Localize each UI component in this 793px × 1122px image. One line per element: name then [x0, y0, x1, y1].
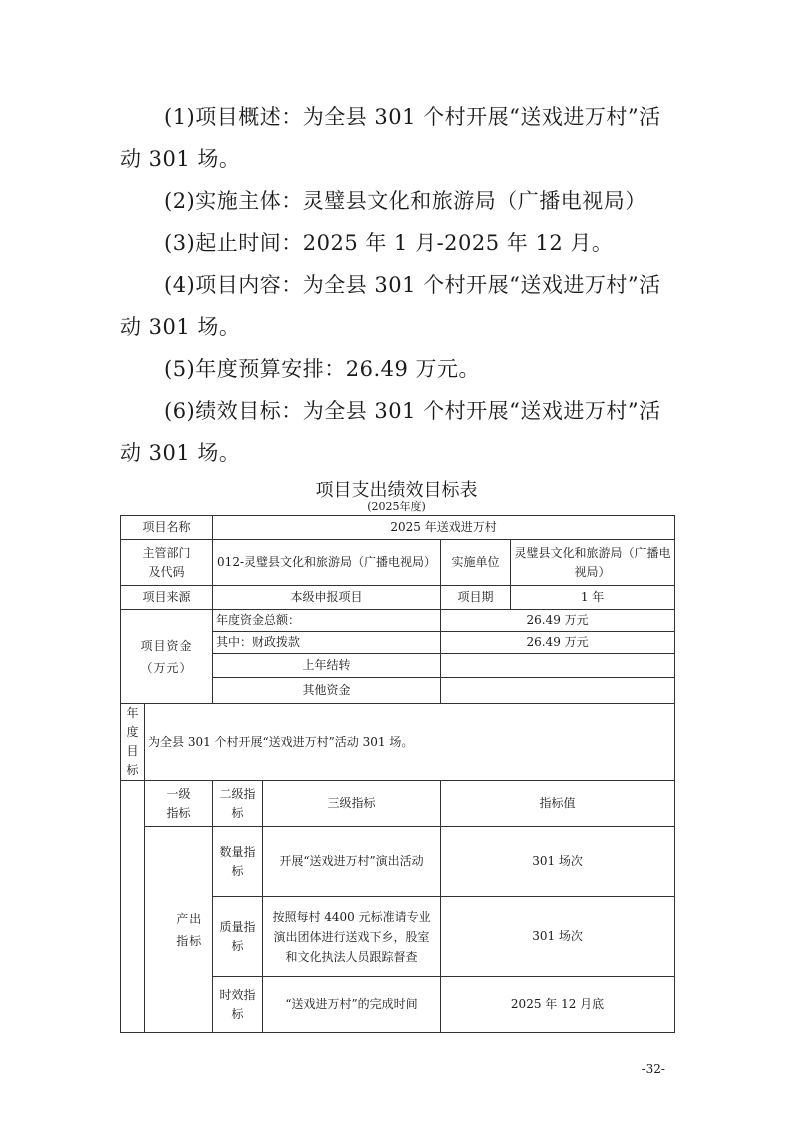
- table-row: [121, 610, 675, 632]
- paragraph-goal: (6)绩效目标：为全县 301 个村开展“送戏进万村”活动 301 场。: [120, 399, 661, 465]
- period-value: 1 年: [511, 586, 675, 610]
- table-row: [121, 586, 675, 610]
- funds-carryover-value: [441, 654, 675, 678]
- table-row: [121, 704, 675, 781]
- impl-value: 灵璧县文化和旅游局（广播电视局）: [511, 540, 675, 586]
- dept-value: 012-灵璧县文化和旅游局（广播电视局）: [213, 540, 441, 586]
- funds-label: 项目资金（万元）: [121, 610, 213, 704]
- indicator-value: 2025 年 12 月底: [441, 977, 675, 1033]
- source-value: 本级申报项目: [213, 586, 441, 610]
- funds-total-label: 年度资金总额：: [213, 610, 441, 632]
- table-row: [121, 516, 675, 540]
- funds-carryover-label: 上年结转: [213, 654, 441, 678]
- table-row: [121, 827, 675, 897]
- table-row: [121, 540, 675, 586]
- page-number: -32-: [641, 1062, 665, 1076]
- paragraph-period: (3)起止时间：2025 年 1 月-2025 年 12 月。: [164, 231, 614, 255]
- annual-goal-value: 为全县 301 个村开展“送戏进万村”活动 301 场。: [145, 704, 675, 781]
- table-row: [121, 781, 675, 827]
- indicator-level3: 按照每村 4400 元标准请专业演出团体进行送戏下乡，股室和文化执法人员跟踪督查: [263, 897, 441, 977]
- header-level2: 二级指标: [213, 781, 263, 827]
- paragraph-budget: (5)年度预算安排：26.49 万元。: [164, 357, 481, 381]
- period-label: 项目期: [441, 586, 511, 610]
- indicator-level2: 数量指标: [213, 827, 263, 897]
- dept-label: 主管部门及代码: [121, 540, 213, 586]
- paragraph-project-overview: (1)项目概述：为全县 301 个村开展“送戏进万村”活动 301 场。: [120, 105, 661, 171]
- funds-fiscal-value: 26.49 万元: [441, 632, 675, 654]
- funds-other-value: [441, 678, 675, 704]
- funds-total-value: 26.49 万元: [441, 610, 675, 632]
- project-name-label: 项目名称: [121, 516, 213, 540]
- source-label: 项目来源: [121, 586, 213, 610]
- indicator-level3: “送戏进万村”的完成时间: [263, 977, 441, 1033]
- indicator-level2: 质量指标: [213, 897, 263, 977]
- indicator-level2: 时效指标: [213, 977, 263, 1033]
- funds-other-label: 其他资金: [213, 678, 441, 704]
- output-spacer: [145, 827, 167, 1033]
- indicator-level3: 开展“送戏进万村”演出活动: [263, 827, 441, 897]
- paragraph-implementer: (2)实施主体：灵璧县文化和旅游局（广播电视局）: [164, 189, 647, 213]
- project-name-value: 2025 年送戏进万村: [213, 516, 675, 540]
- paragraph-content: (4)项目内容：为全县 301 个村开展“送戏进万村”活动 301 场。: [120, 273, 661, 339]
- funds-fiscal-label: 其中：财政拨款: [213, 632, 441, 654]
- header-value: 指标值: [441, 781, 675, 827]
- indicator-value: 301 场次: [441, 827, 675, 897]
- table-subtitle: (2025年度): [367, 500, 426, 513]
- performance-table: [120, 515, 675, 1033]
- header-level1: 一级指标: [145, 781, 213, 827]
- output-indicator-label: 产出指标: [167, 827, 213, 1033]
- indicator-value: 301 场次: [441, 897, 675, 977]
- impl-label: 实施单位: [441, 540, 511, 586]
- table-title: 项目支出绩效目标表: [315, 480, 478, 501]
- indicator-blank-cell: [121, 781, 145, 1033]
- annual-goal-label: 年度目标: [121, 704, 145, 781]
- header-level3: 三级指标: [263, 781, 441, 827]
